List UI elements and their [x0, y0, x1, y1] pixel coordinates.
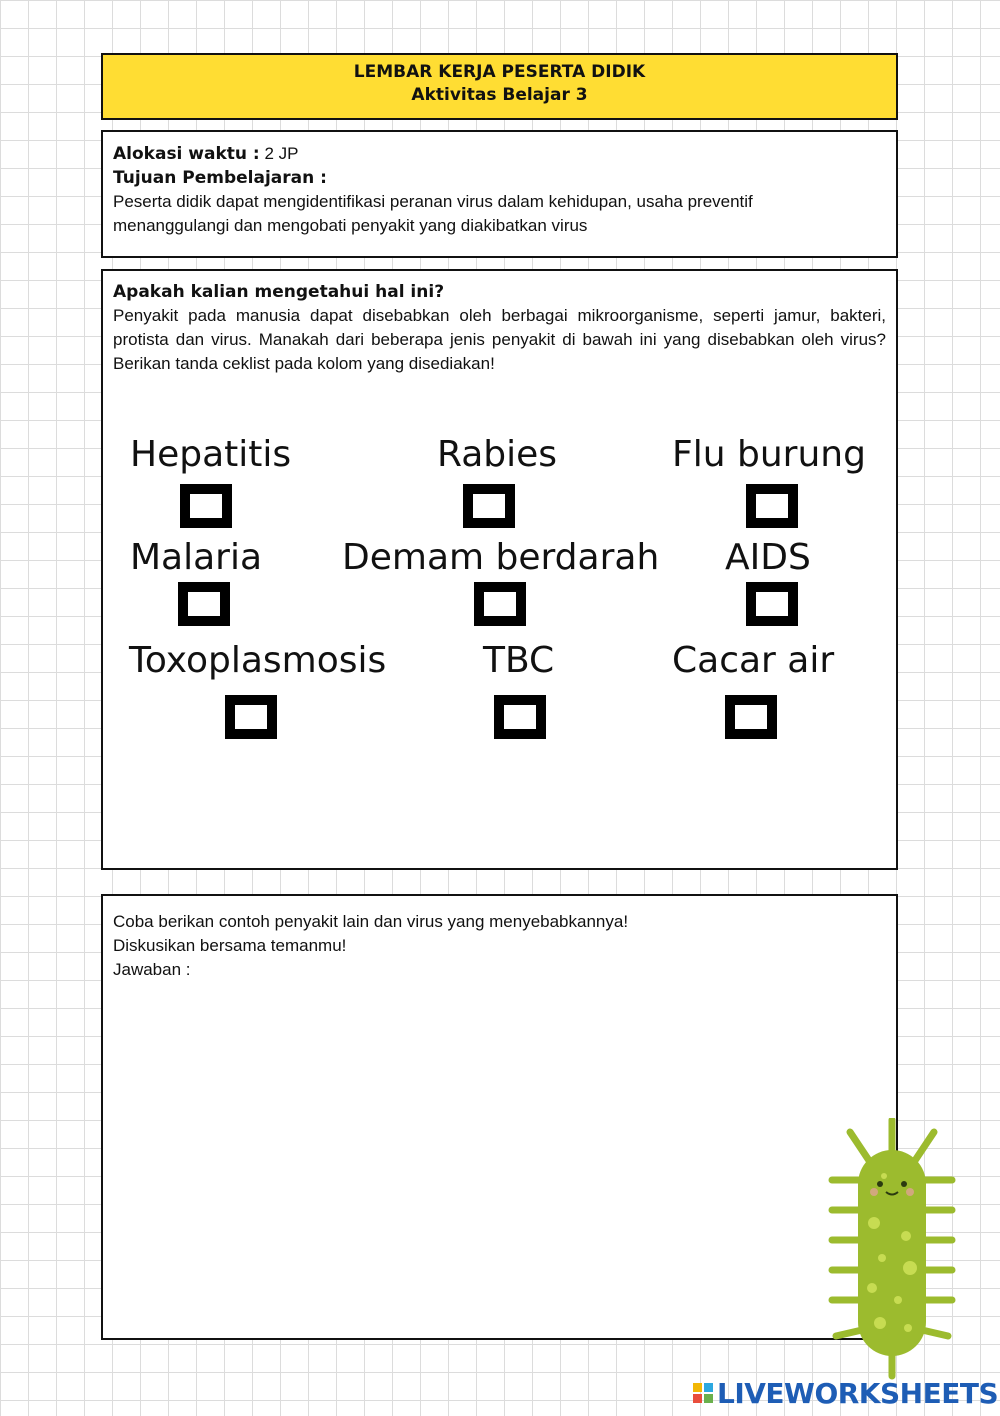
disease-label-malaria: Malaria [130, 537, 263, 578]
info-box [101, 130, 898, 258]
liveworksheets-logo[interactable] [693, 1376, 998, 1410]
disease-label-toxoplasmosis: Toxoplasmosis [129, 640, 387, 681]
checkbox-malaria[interactable] [178, 582, 230, 626]
disease-label-cacar-air: Cacar air [672, 640, 835, 681]
checkbox-hepatitis[interactable] [180, 484, 232, 528]
disease-label-demam-berdarah: Demam berdarah [342, 537, 660, 578]
goal-text-1: Peserta didik dapat mengidentifikasi peranan virus dalam kehidupan, usaha preventif [113, 192, 753, 211]
logo-text: LIVEWORKSHEETS [717, 1376, 999, 1410]
header-title: LEMBAR KERJA PESERTA DIDIK [353, 62, 646, 82]
goal-label: Tujuan Pembelajaran : [113, 168, 327, 188]
checkbox-toxoplasmosis[interactable] [225, 695, 277, 739]
disease-label-flu-burung: Flu burung [672, 434, 866, 475]
question-text: Penyakit pada manusia dapat disebabkan oleh berbagai mikroorganisme, seperti jamur, bakteri, protista dan virus. Manakah dari beberapa jenis penyakit di bawah ini yang disebabkan oleh virus? Berikan tanda ceklist pada kolom yang disediakan! [113, 306, 886, 373]
disease-label-tbc: TBC [483, 640, 555, 681]
disease-label-rabies: Rabies [437, 434, 558, 475]
bacteria-icon [822, 1118, 962, 1380]
goal-text-2: menanggulangi dan mengobati penyakit yang diakibatkan virus [113, 216, 588, 235]
worksheet-header [101, 53, 898, 120]
question-title: Apakah kalian mengetahui hal ini? [113, 282, 445, 302]
checkbox-cacar-air[interactable] [725, 695, 777, 739]
checkbox-demam-berdarah[interactable] [474, 582, 526, 626]
time-label: Alokasi waktu : [113, 144, 260, 164]
disease-label-aids: AIDS [725, 537, 811, 578]
answer-instruction-2: Diskusikan bersama temanmu! [113, 936, 347, 955]
checkbox-rabies[interactable] [463, 484, 515, 528]
checkbox-flu-burung[interactable] [746, 484, 798, 528]
header-subtitle: Aktivitas Belajar 3 [411, 85, 588, 105]
answer-instruction-1: Coba berikan contoh penyakit lain dan virus yang menyebabkannya! [113, 912, 629, 931]
time-value: 2 JP [264, 144, 299, 163]
time-allocation [113, 142, 886, 166]
checkbox-tbc[interactable] [494, 695, 546, 739]
checkbox-aids[interactable] [746, 582, 798, 626]
liveworksheets-logo-icon [693, 1383, 713, 1403]
answer-box[interactable] [101, 894, 898, 1340]
disease-label-hepatitis: Hepatitis [130, 434, 292, 475]
answer-label: Jawaban : [113, 960, 191, 979]
